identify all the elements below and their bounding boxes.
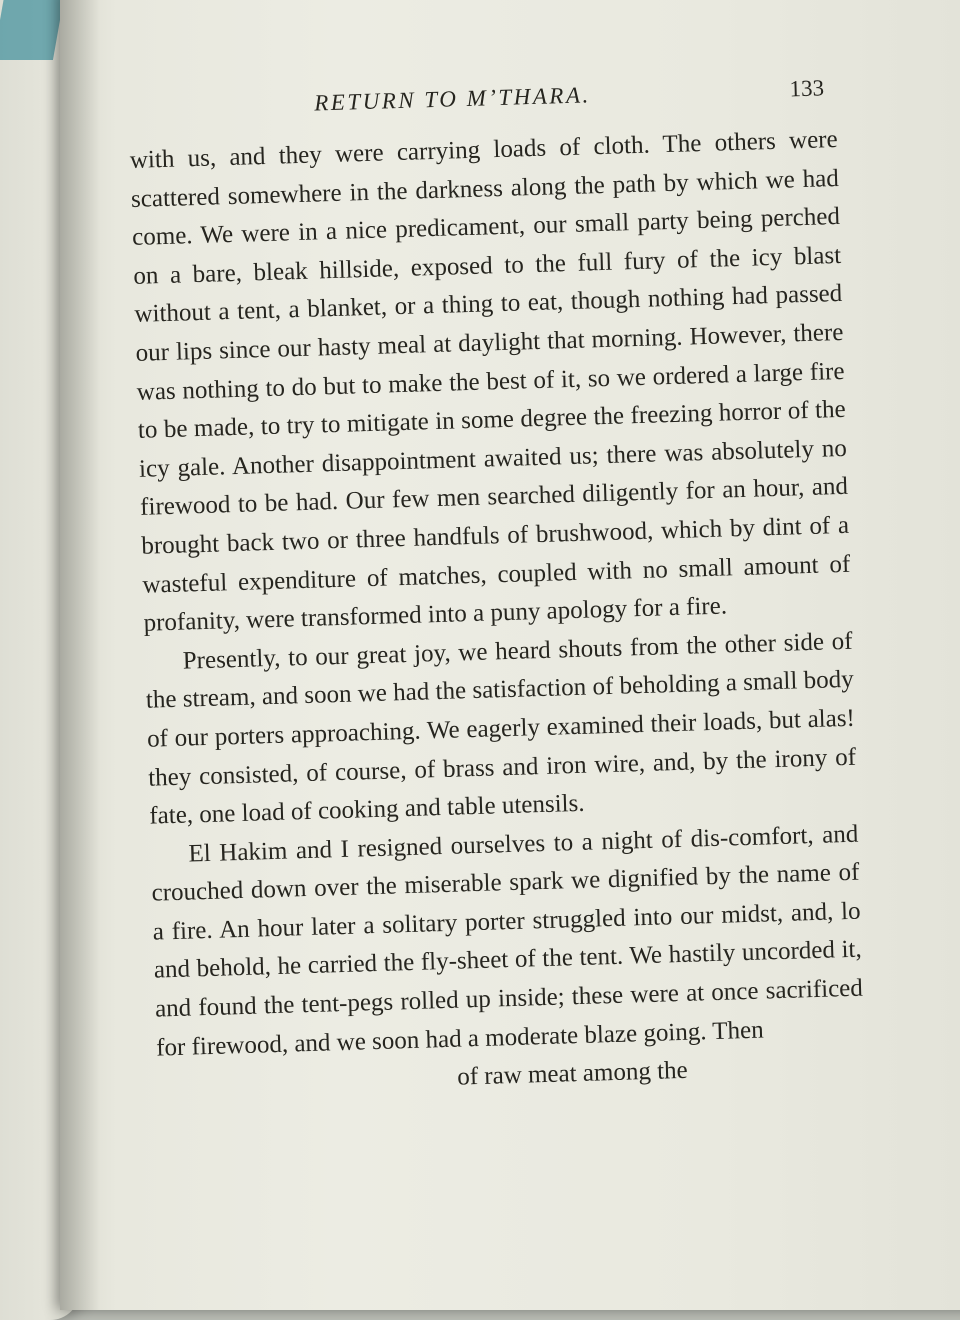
page-text-block [128, 75, 866, 1106]
page-number: 133 [789, 75, 825, 102]
paragraph-2: Presently, to our great joy, we heard shouts from the other side of the stream, and soon we had the satisfaction of beholding a small body of our porters approaching. We eagerly examined their loads, but alas! they consisted, of course, of brass and iron wire, and, by the irony of fate, one load of cooking and table utensils. [145, 627, 857, 830]
book-cover-edge [0, 0, 67, 60]
cutoff-line: of raw meat among the [456, 1057, 689, 1091]
paragraph-3: El Hakim and I resigned ourselves to a night of dis-comfort, and crouched down over the miserable spark we dignified by the name of a fire. An hour later a solitary porter struggled into our midst, and, lo and behold, he carried the fly-sheet of the tent. We hastily uncorded it, and found the tent-pegs rolled up inside; these were at once sacrificed for firewood, and we soon had a moderate blaze going. Then [151, 820, 864, 1062]
paragraph-1: with us, and they were carrying loads of cloth. The others were scattered somewhere in the darkness along the path by which we had come. We were in a nice predicament, our small party being perched on a bare, bleak hillside, exposed to the full fury of the icy blast without a tent, a blanket, or a thing to eat, though nothing had passed our lips since our hasty meal at daylight that morning. However, there was nothing to do but to make the best of it, so we ordered a large fire to be made, to try to mitigate in some degree the freezing horror of the icy gale. Another disappointment awaited us; there was absolutely no firewood to be had. Our few men searched diligently for an hour, and brought back two or three handfuls of brushwood, which by dint of a wasteful expenditure of matches, coupled with no small amount of profanity, were transformed into a puny apology for a fire. [129, 125, 851, 637]
gutter-shadow [60, 0, 100, 1310]
running-head: RETURN TO M’THARA. [313, 82, 592, 116]
